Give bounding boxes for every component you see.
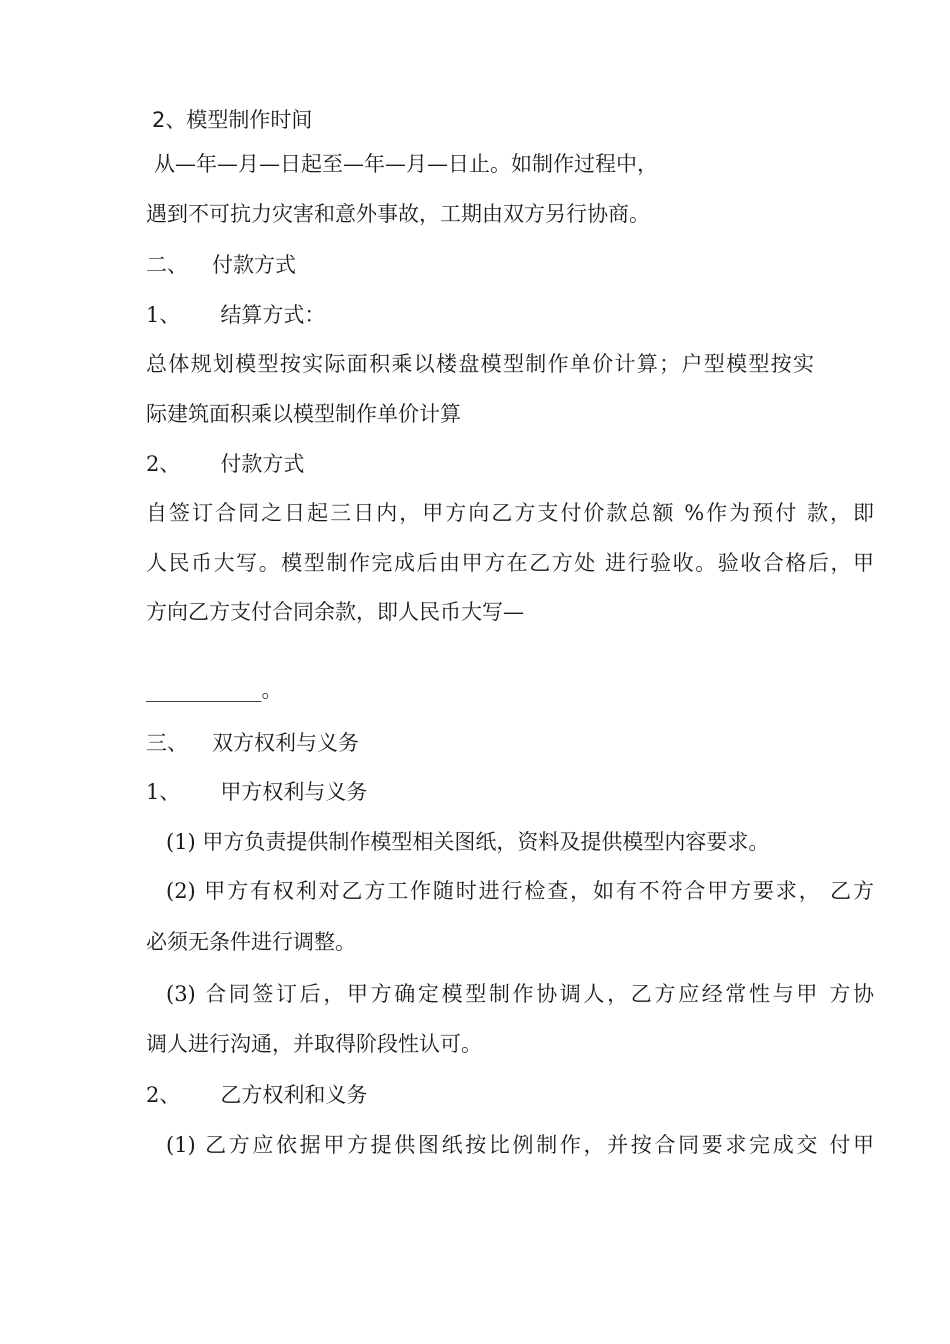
list-item-line: (2) 甲方有权利对乙方工作随时进行检查，如有不符合甲方要求， 乙方	[166, 879, 874, 903]
section-number: 三、	[146, 731, 188, 755]
subsection-heading-party-b	[146, 1080, 367, 1110]
blank-fill-line: ___________。	[146, 678, 283, 702]
list-item-line: (1) 乙方应依据甲方提供图纸按比例制作，并按合同要求完成交 付甲	[166, 1133, 874, 1157]
paragraph-line: 从—年—月—日起至—年—月—日止。如制作过程中，	[154, 152, 658, 176]
paragraph-line: 调人进行沟通，并取得阶段性认可。	[146, 1032, 482, 1056]
subsection-number: 2、	[146, 1083, 181, 1107]
subsection-title: 结算方式：	[220, 303, 326, 327]
subsection-heading-settlement	[146, 300, 325, 330]
subsection-title: 付款方式	[220, 452, 305, 476]
list-item-line: (3) 合同签订后，甲方确定模型制作协调人，乙方应经常性与甲 方协	[166, 982, 874, 1006]
paragraph-line: 人民币大写。模型制作完成后由甲方在乙方处 进行验收。验收合格后，甲	[146, 551, 874, 575]
subsection-number: 1、	[146, 303, 181, 327]
paragraph-line: 必须无条件进行调整。	[146, 930, 356, 954]
subsection-title: 乙方权利和义务	[220, 1083, 368, 1107]
section-heading-rights-obligations	[146, 728, 359, 758]
section-heading-payment	[146, 250, 296, 280]
section-title: 双方权利与义务	[212, 731, 359, 755]
subsection-heading-payment-method	[146, 449, 304, 479]
subsection-number: 2、	[146, 452, 181, 476]
subsection-number: 1、	[146, 780, 181, 804]
paragraph-line: 总体规划模型按实际面积乘以楼盘模型制作单价计算；户型模型按实	[146, 352, 814, 376]
paragraph-line: 自签订合同之日起三日内，甲方向乙方支付价款总额 %作为预付 款，即	[146, 501, 874, 525]
list-item-line: (1) 甲方负责提供制作模型相关图纸，资料及提供模型内容要求。	[166, 830, 770, 854]
paragraph-line: 遇到不可抗力灾害和意外事故，工期由双方另行协商。	[146, 202, 650, 226]
section-heading-model-time: 2、模型制作时间	[152, 108, 313, 132]
subsection-title: 甲方权利与义务	[220, 780, 368, 804]
section-title: 付款方式	[212, 253, 296, 277]
paragraph-line: 方向乙方支付合同余款，即人民币大写—	[146, 600, 524, 624]
section-number: 二、	[146, 253, 188, 277]
paragraph-line: 际建筑面积乘以模型制作单价计算	[146, 402, 461, 426]
subsection-heading-party-a	[146, 777, 367, 807]
